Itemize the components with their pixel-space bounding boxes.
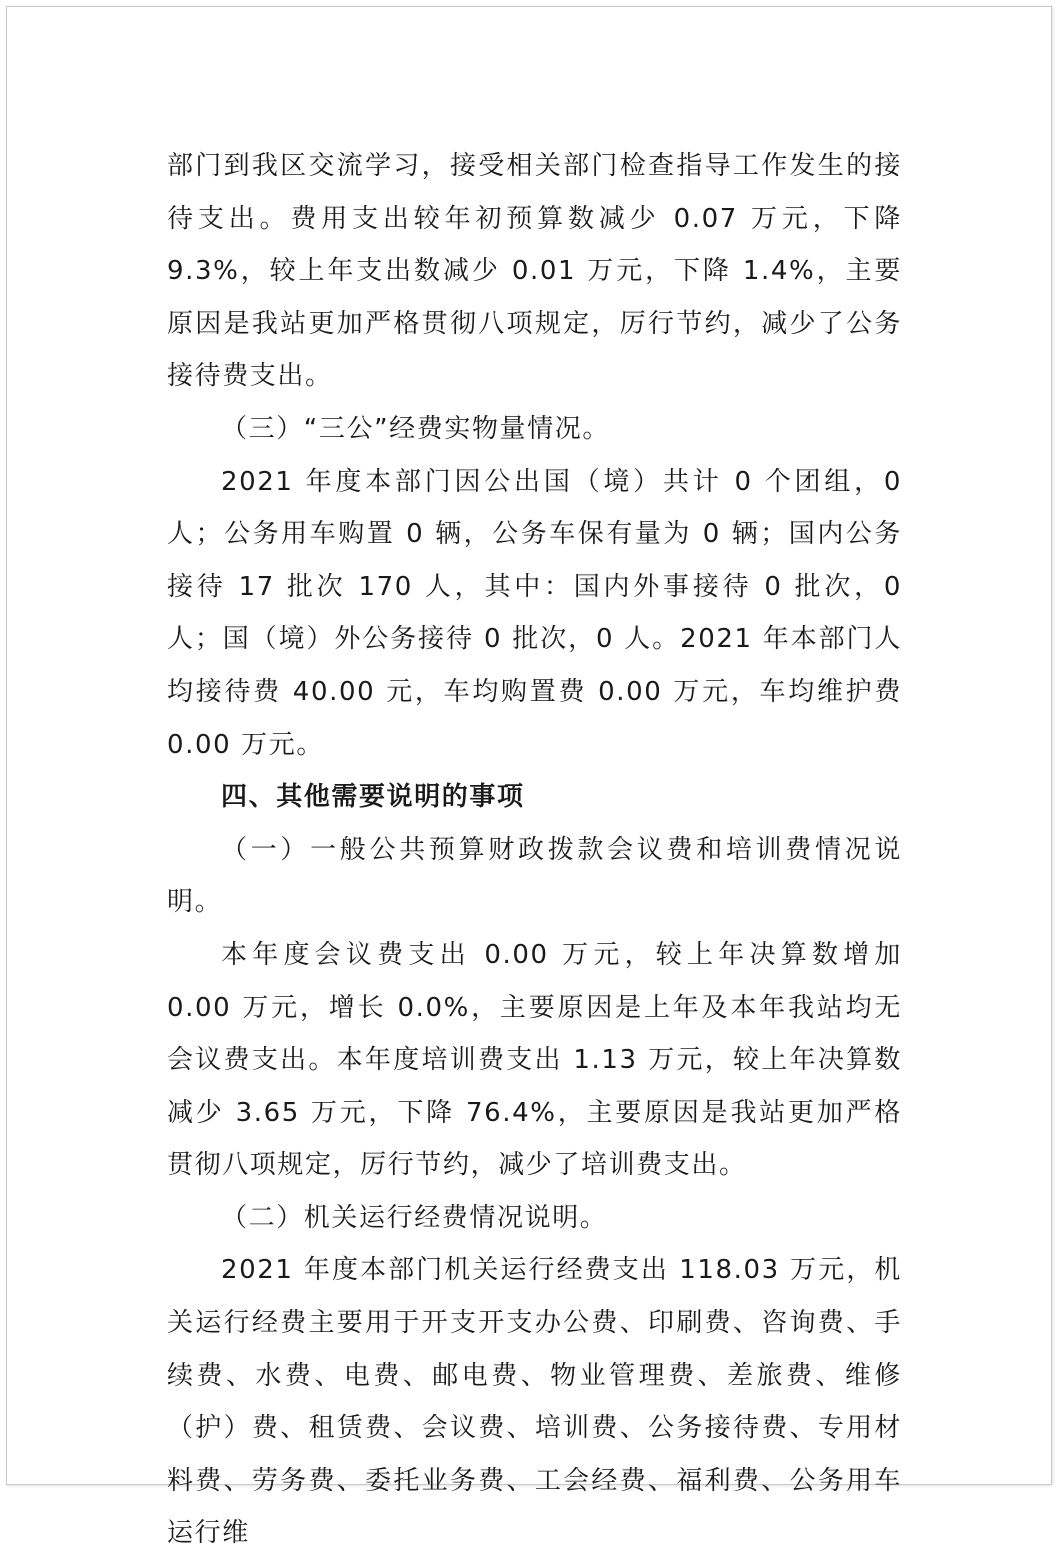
section-heading-other-matters: 四、其他需要说明的事项	[221, 782, 525, 813]
subheading-operating-expense: （二）机关运行经费情况说明。	[221, 1202, 608, 1233]
paragraph-operating-expense: 2021 年度本部门机关运行经费支出 118.03 万元，机关运行经费主要用于开支开支办公费、印刷费、咨询费、手续费、水费、电费、邮电费、物业管理费、差旅费、维修（护）费、租赁费、会议费、培训费、公务接待费、专用材料费、劳务费、委托业务费、工会经费、福利费、公务用车运行维	[167, 1255, 902, 1549]
paragraph-physical-quantity: 2021 年度本部门因公出国（境）共计 0 个团组，0 人；公务用车购置 0 辆，公务车保有量为 0 辆；国内公务接待 17 批次 170 人，其中：国内外事接待 0 批次，0 人；国（境）外公务接待 0 批次，0 人。2021 年本部门人均接待费 40.00 元，车均购置费 0.00 万元，车均维护费 0.00 万元。	[167, 466, 902, 760]
document-body	[167, 140, 902, 1560]
subheading-three-public-quantity: （三）“三公”经费实物量情况。	[221, 413, 610, 444]
paragraph-reception-expense: 部门到我区交流学习，接受相关部门检查指导工作发生的接待支出。费用支出较年初预算数减少 0.07 万元，下降 9.3%，较上年支出数减少 0.01 万元，下降 1.4%，主要原因是我站更加严格贯彻八项规定，厉行节约，减少了公务接待费支出。	[167, 151, 902, 392]
subheading-meeting-training: （一）一般公共预算财政拨款会议费和培训费情况说明。	[167, 834, 902, 918]
paragraph-meeting-training: 本年度会议费支出 0.00 万元，较上年决算数增加 0.00 万元，增长 0.0%，主要原因是上年及本年我站均无会议费支出。本年度培训费支出 1.13 万元，较上年决算数减少 3.65 万元，下降 76.4%，主要原因是我站更加严格贯彻八项规定，厉行节约，减少了培训费支出。	[167, 939, 902, 1181]
